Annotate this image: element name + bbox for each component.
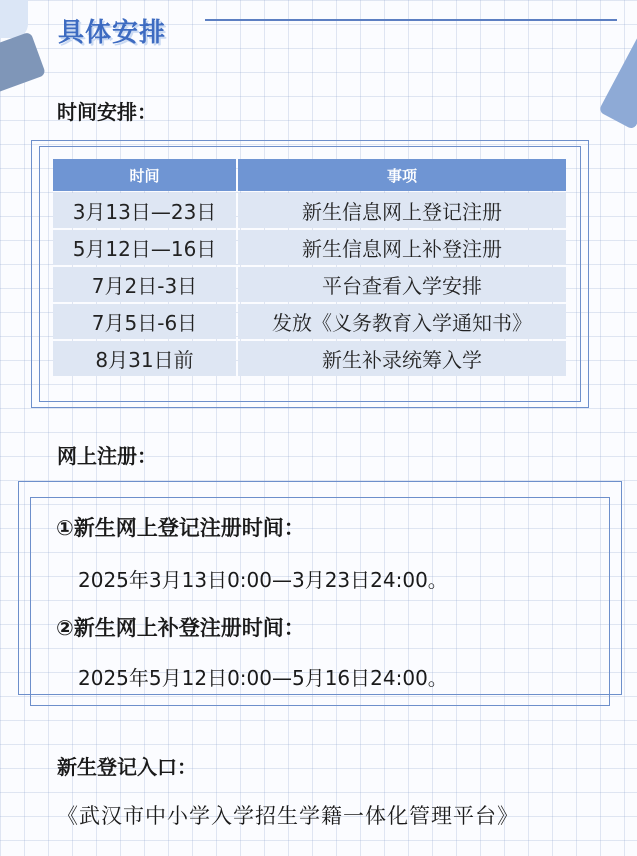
platform-name: 《武汉市中小学入学招生学籍一体化管理平台》: [57, 804, 519, 828]
section-header: [58, 12, 166, 49]
table-header-row: [53, 159, 566, 191]
table-row: [53, 341, 566, 376]
row-time-cell: 3月13日—23日: [53, 193, 236, 228]
table-row: [53, 193, 566, 228]
row-time-cell: 7月2日-3日: [53, 267, 236, 302]
table-row: [53, 230, 566, 265]
section-title: 具体安排: [58, 18, 167, 48]
corner-decoration: [0, 0, 28, 38]
entry-heading: 新生登记入口：: [57, 755, 197, 779]
row-item-cell: 发放《义务教育入学通知书》: [238, 304, 566, 339]
ribbon-decoration-right: [598, 32, 637, 130]
table-row: [53, 267, 566, 302]
row-item-cell: 新生信息网上补登注册: [238, 230, 566, 265]
registration-label-1: ①新生网上登记注册时间：: [56, 516, 305, 540]
column-header-item: 事项: [238, 159, 566, 191]
row-item-cell: 新生补录统筹入学: [238, 341, 566, 376]
ribbon-decoration-left: [0, 31, 46, 94]
row-item-cell: 平台查看入学安排: [238, 267, 566, 302]
registration-label-2: ②新生网上补登注册时间：: [56, 616, 305, 640]
schedule-heading: 时间安排：: [57, 100, 157, 124]
registration-time-1: 2025年3月13日0:00—3月23日24:00。: [78, 568, 448, 592]
header-divider: [205, 19, 617, 21]
row-item-cell: 新生信息网上登记注册: [238, 193, 566, 228]
column-header-time: 时间: [53, 159, 236, 191]
row-time-cell: 5月12日—16日: [53, 230, 236, 265]
registration-heading: 网上注册：: [57, 444, 157, 468]
registration-time-2: 2025年5月12日0:00—5月16日24:00。: [78, 666, 448, 690]
schedule-table: [51, 157, 568, 378]
row-time-cell: 8月31日前: [53, 341, 236, 376]
row-time-cell: 7月5日-6日: [53, 304, 236, 339]
table-row: [53, 304, 566, 339]
